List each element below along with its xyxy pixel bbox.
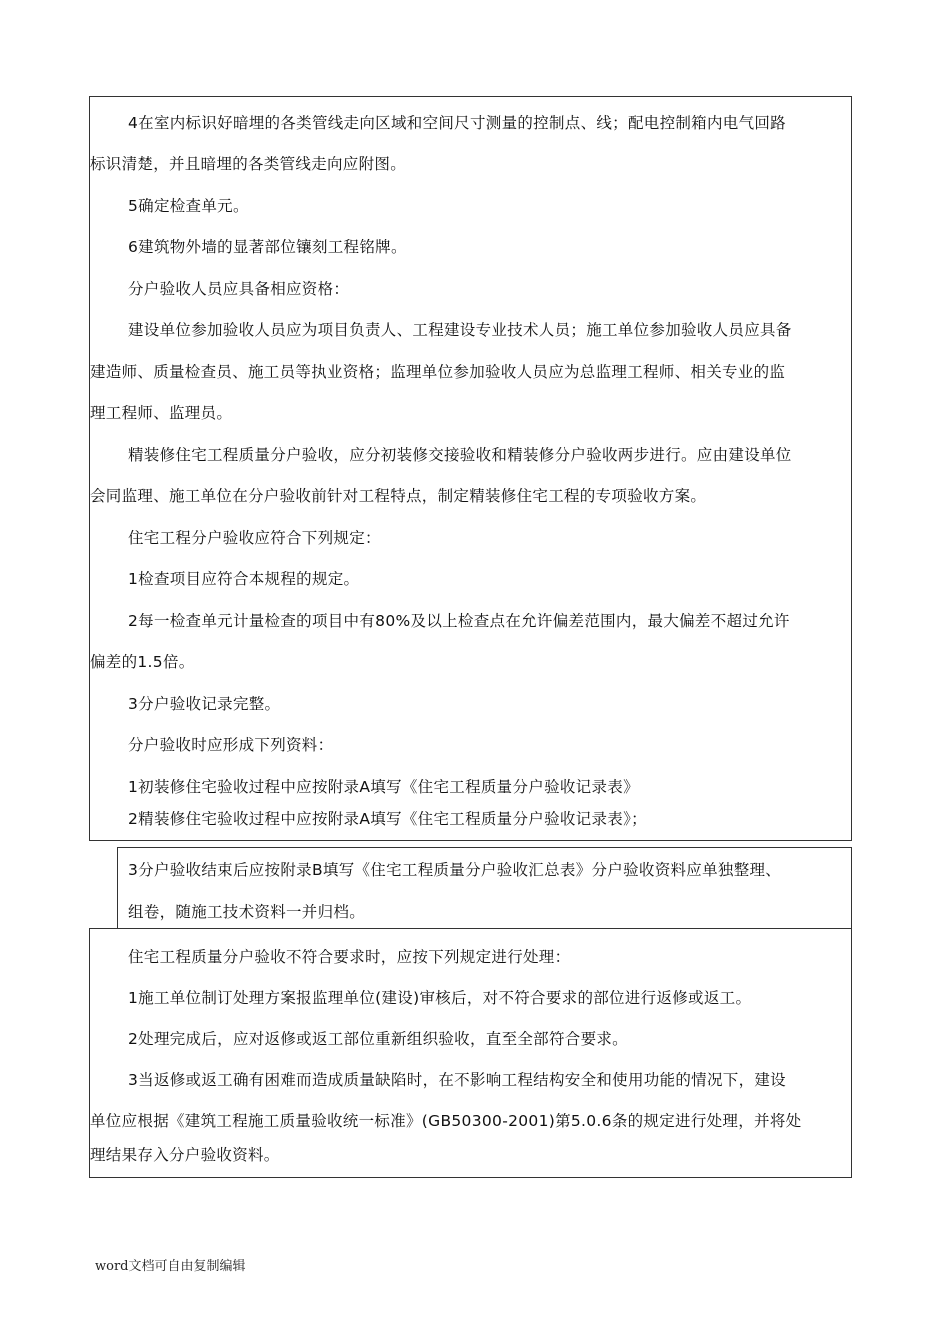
paragraph-line: 住宅工程分户验收应符合下列规定： xyxy=(128,529,381,547)
paragraph-line: 3分户验收结束后应按附录B填写《住宅工程质量分户验收汇总表》分户验收资料应单独整理、 xyxy=(128,861,782,879)
paragraph-line: 偏差的1.5倍。 xyxy=(90,653,195,671)
paragraph-line: 3分户验收记录完整。 xyxy=(128,695,281,713)
paragraph-line: 组卷，随施工技术资料一并归档。 xyxy=(128,903,366,921)
paragraph-line: 单位应根据《建筑工程施工质量验收统一标准》(GB50300-2001)第5.0.6条的规定进行处理，并将处 xyxy=(90,1112,802,1130)
paragraph-line: 2精装修住宅验收过程中应按附录A填写《住宅工程质量分户验收记录表》； xyxy=(128,810,647,828)
paragraph-line: 会同监理、施工单位在分户验收前针对工程特点，制定精装修住宅工程的专项验收方案。 xyxy=(90,487,707,505)
paragraph-line: 理工程师、监理员。 xyxy=(90,404,233,422)
paragraph-line: 4在室内标识好暗埋的各类管线走向区域和空间尺寸测量的控制点、线；配电控制箱内电气回路 xyxy=(128,114,786,132)
content-box-bottom xyxy=(89,928,852,1178)
paragraph-line: 分户验收时应形成下列资料： xyxy=(128,736,334,754)
paragraph-line: 分户验收人员应具备相应资格： xyxy=(128,280,350,298)
paragraph-line: 精装修住宅工程质量分户验收，应分初装修交接验收和精装修分户验收两步进行。应由建设单位 xyxy=(128,446,792,464)
paragraph-line: 理结果存入分户验收资料。 xyxy=(90,1146,280,1164)
footer-note: word文档可自由复制编辑 xyxy=(95,1259,246,1274)
paragraph-line: 5确定检查单元。 xyxy=(128,197,249,215)
paragraph-line: 建造师、质量检查员、施工员等执业资格；监理单位参加验收人员应为总监理工程师、相关专业的监 xyxy=(90,363,786,381)
paragraph-line: 标识清楚，并且暗埋的各类管线走向应附图。 xyxy=(90,155,407,173)
paragraph-line: 2每一检查单元计量检查的项目中有80%及以上检查点在允许偏差范围内，最大偏差不超过允许 xyxy=(128,612,790,630)
paragraph-line: 住宅工程质量分户验收不符合要求时，应按下列规定进行处理： xyxy=(128,948,571,966)
paragraph-line: 1初装修住宅验收过程中应按附录A填写《住宅工程质量分户验收记录表》 xyxy=(128,778,639,796)
paragraph-line: 1检查项目应符合本规程的规定。 xyxy=(128,570,360,588)
content-box-top xyxy=(89,96,852,841)
paragraph-line: 3当返修或返工确有困难而造成质量缺陷时，在不影响工程结构安全和使用功能的情况下，建设 xyxy=(128,1071,786,1089)
paragraph-line: 1施工单位制订处理方案报监理单位(建设)审核后，对不符合要求的部位进行返修或返工。 xyxy=(128,989,752,1007)
paragraph-line: 建设单位参加验收人员应为项目负责人、工程建设专业技术人员；施工单位参加验收人员应具备 xyxy=(128,321,792,339)
paragraph-line: 6建筑物外墙的显著部位镶刻工程铭牌。 xyxy=(128,238,407,256)
content-box-middle xyxy=(117,847,852,929)
paragraph-line: 2处理完成后，应对返修或返工部位重新组织验收，直至全部符合要求。 xyxy=(128,1030,628,1048)
